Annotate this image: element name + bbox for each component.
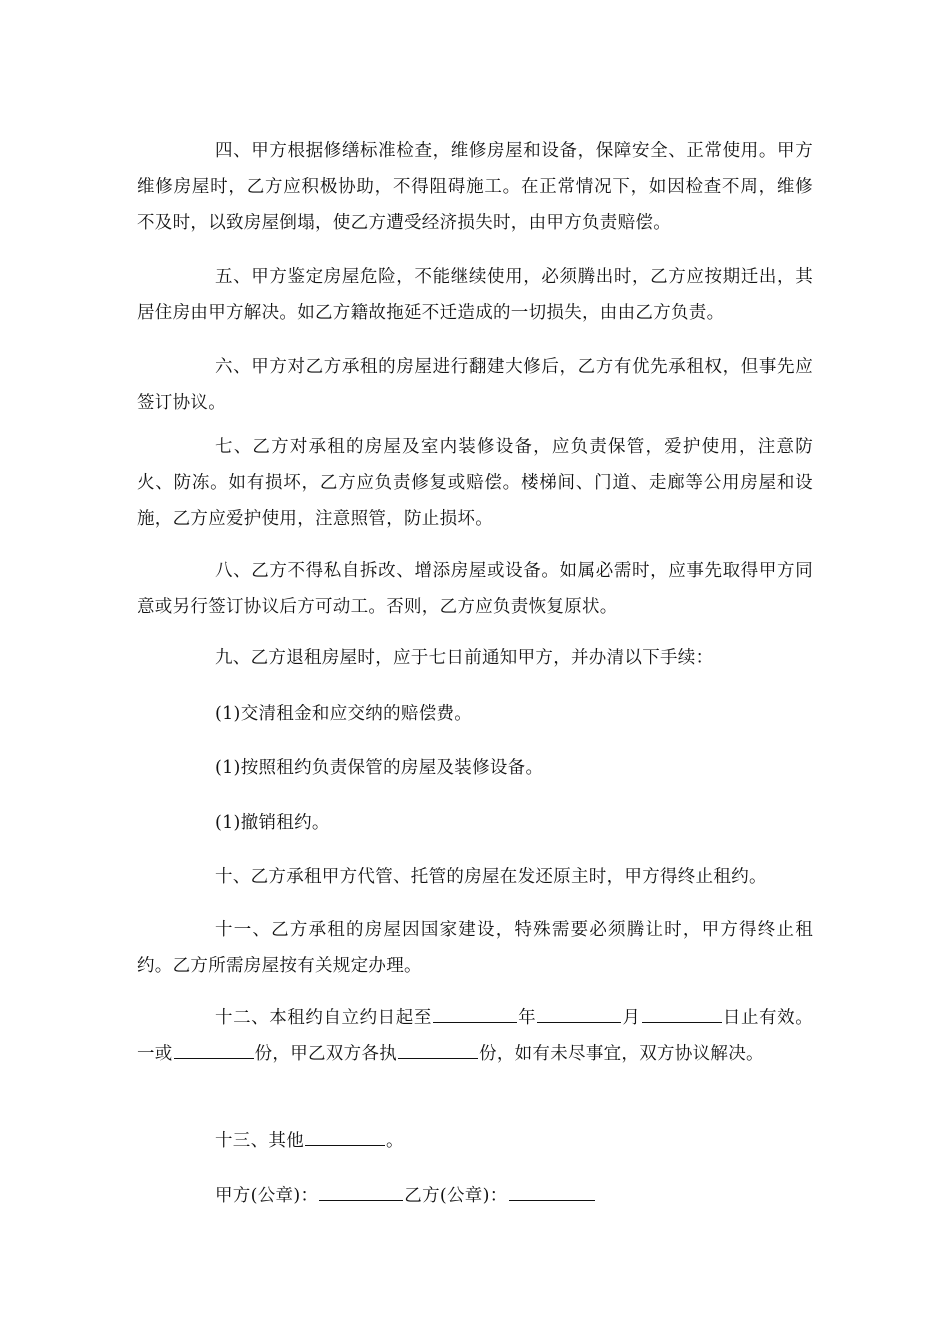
day-blank[interactable]	[642, 1004, 722, 1023]
party-b-label: 乙方(公章)：	[404, 1186, 508, 1206]
clause-13-end: 。	[386, 1131, 404, 1151]
each-copies-blank[interactable]	[398, 1040, 478, 1059]
year-blank[interactable]	[433, 1004, 517, 1023]
clause-9-item-1: (1)交清租金和应交纳的赔偿费。	[215, 704, 473, 724]
month-blank[interactable]	[537, 1004, 621, 1023]
clause-12	[137, 1000, 813, 1072]
clause-9: 九、乙方退租房屋时，应于七日前通知甲方，并办清以下手续：	[215, 648, 714, 668]
clause-9-item-3: (1)撤销租约。	[215, 813, 330, 833]
clause-10: 十、乙方承租甲方代管、托管的房屋在发还原主时，甲方得终止租约。	[215, 867, 767, 887]
party-a-seal-blank[interactable]	[319, 1182, 403, 1201]
clause-5: 五、甲方鉴定房屋危险，不能继续使用，必须腾出时，乙方应按期迁出，其居住房由甲方解决。如乙方籍故拖延不迁造成的一切损失，由由乙方负责。	[137, 267, 813, 323]
clause-8: 八、乙方不得私自拆改、增添房屋或设备。如属必需时，应事先取得甲方同意或另行签订协议后方可动工。否则，乙方应负责恢复原状。	[137, 561, 813, 617]
clause-12-year-label: 年	[517, 1008, 537, 1028]
copies-blank[interactable]	[174, 1040, 254, 1059]
clause-12-rest-text: 份，如有未尽事宜，双方协议解决。	[479, 1044, 764, 1064]
party-b-seal-blank[interactable]	[509, 1182, 595, 1201]
clause-12-month-label: 月	[622, 1008, 641, 1028]
clause-13	[137, 1123, 813, 1159]
party-a-label: 甲方(公章)：	[215, 1186, 319, 1206]
clause-12-text-start: 十二、本租约自立约日起至	[215, 1008, 432, 1028]
clause-12-copies-text: 份，甲乙双方各执	[254, 1044, 398, 1064]
signature-line	[137, 1178, 813, 1214]
clause-12-day-text: 日止有效。一或	[137, 1008, 813, 1064]
clause-6: 六、甲方对乙方承租的房屋进行翻建大修后，乙方有优先承租权，但事先应签订协议。	[137, 357, 813, 413]
clause-7: 七、乙方对承租的房屋及室内装修设备，应负责保管，爱护使用，注意防火、防冻。如有损坏，乙方应负责修复或赔偿。楼梯间、门道、走廊等公用房屋和设施，乙方应爱护使用，注意照管，防止损坏。	[137, 437, 813, 529]
clause-13-label: 十三、其他	[215, 1131, 304, 1151]
clause-11: 十一、乙方承租的房屋因国家建设，特殊需要必须腾让时，甲方得终止租约。乙方所需房屋按有关规定办理。	[137, 920, 813, 976]
clause-9-item-2: (1)按照租约负责保管的房屋及装修设备。	[215, 758, 544, 778]
clause-4: 四、甲方根据修缮标准检查，维修房屋和设备，保障安全、正常使用。甲方维修房屋时，乙方应积极协助，不得阻碍施工。在正常情况下，如因检查不周，维修不及时，以致房屋倒塌，使乙方遭受经济损失时，由甲方负责赔偿。	[137, 141, 813, 233]
other-blank[interactable]	[305, 1127, 385, 1146]
